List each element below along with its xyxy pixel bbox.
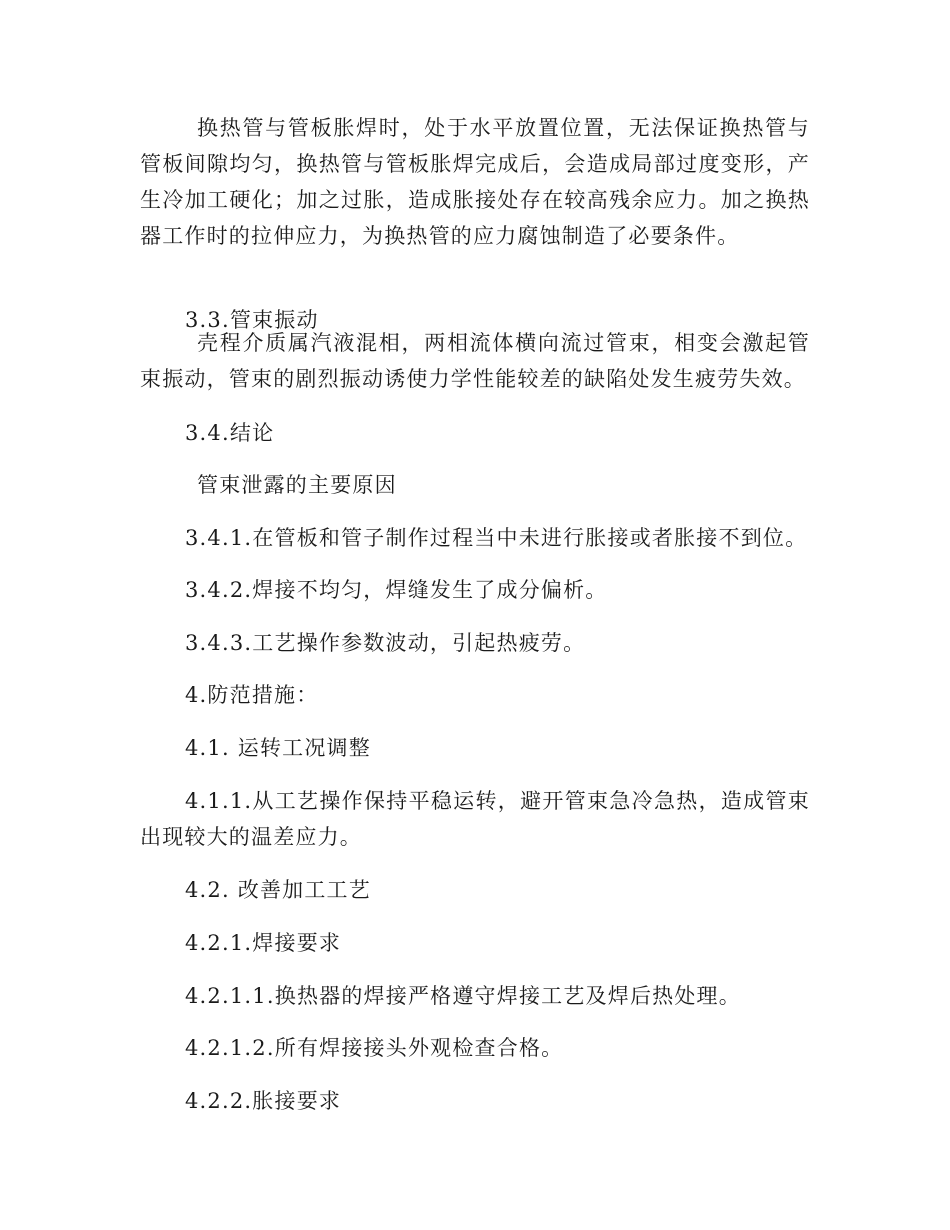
list-item-4-2-1-2: 4.2.1.2.所有焊接接头外观检查合格。 [185,1036,564,1060]
list-item-4-2-1-1: 4.2.1.1.换热器的焊接严格遵守焊接工艺及焊后热处理。 [185,984,741,1008]
list-item-3-4-1: 3.4.1.在管板和管子制作过程当中未进行胀接或者胀接不到位。 [185,526,808,550]
heading-4-1: 4.1. 运转工况调整 [185,736,371,760]
paragraph-4-1-1: 4.1.1.从工艺操作保持平稳运转，避开管束急冷急热，造成管束出现较大的温差应力。 [140,789,810,849]
heading-4-2-2: 4.2.2.胀接要求 [185,1089,342,1113]
paragraph-main-causes: 管束泄露的主要原因 [197,473,397,497]
heading-4-2-1: 4.2.1.焊接要求 [185,931,342,955]
heading-3-4: 3.4.结论 [185,421,275,445]
heading-4: 4.防范措施： [185,683,319,707]
paragraph-tube-vibration: 壳程介质属汽液混相，两相流体横向流过管束，相变会激起管束振动，管束的剧烈振动诱使力学性能较差的缺陷处发生疲劳失效。 [140,331,810,391]
heading-4-2: 4.2. 改善加工工艺 [185,878,371,902]
paragraph-stress-corrosion: 换热管与管板胀焊时，处于水平放置位置，无法保证换热管与管板间隙均匀，换热管与管板胀焊完成后，会造成局部过度变形，产生冷加工硬化；加之过胀，造成胀接处存在较高残余应力。加之换热器工作时的拉伸应力，为换热管的应力腐蚀制造了必要条件。 [140,116,810,248]
list-item-3-4-2: 3.4.2.焊接不均匀，焊缝发生了成分偏析。 [185,578,608,602]
list-item-3-4-3: 3.4.3.工艺操作参数波动，引起热疲劳。 [185,631,586,655]
heading-3-3: 3.3.管束振动 [185,308,319,332]
